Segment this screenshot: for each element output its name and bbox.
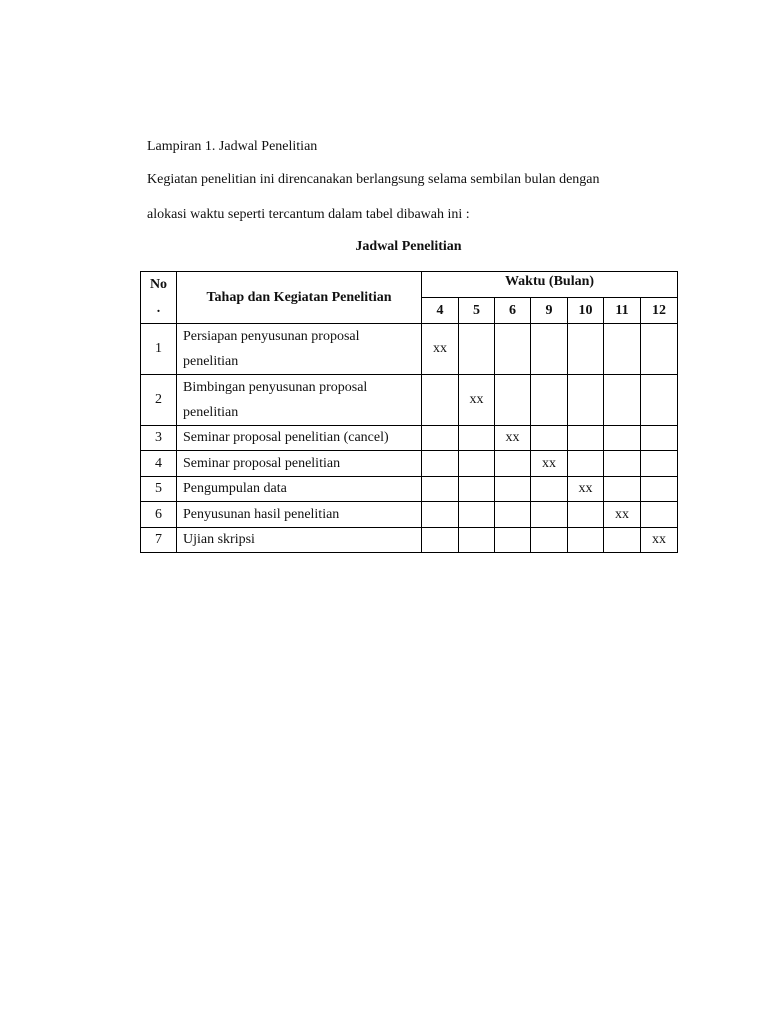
activity-line-1: Persiapan penyusunan proposal xyxy=(183,329,360,344)
schedule-cell xyxy=(568,426,604,451)
activity-line-1: Bimbingan penyusunan proposal xyxy=(183,380,368,395)
activity-cell xyxy=(177,375,422,426)
schedule-cell xyxy=(641,324,678,375)
table-row xyxy=(141,375,678,426)
activity-cell: Seminar proposal penelitian xyxy=(177,451,422,477)
schedule-cell: xx xyxy=(641,528,678,553)
row-number: 5 xyxy=(141,477,177,502)
schedule-cell xyxy=(422,528,459,553)
number-column-header xyxy=(141,272,177,324)
schedule-cell xyxy=(495,375,531,426)
table-row xyxy=(141,324,678,375)
month-header: 6 xyxy=(495,298,531,324)
intro-paragraph-line-2: alokasi waktu seperti tercantum dalam tabel dibawah ini : xyxy=(147,207,470,222)
schedule-cell xyxy=(568,324,604,375)
month-header: 11 xyxy=(604,298,641,324)
row-number: 6 xyxy=(141,502,177,528)
schedule-cell xyxy=(422,477,459,502)
month-header: 10 xyxy=(568,298,604,324)
activity-line-2: penelitian xyxy=(183,354,239,369)
row-number: 3 xyxy=(141,426,177,451)
schedule-cell xyxy=(459,528,495,553)
activity-cell: Pengumpulan data xyxy=(177,477,422,502)
schedule-cell xyxy=(495,528,531,553)
schedule-cell xyxy=(604,375,641,426)
schedule-cell xyxy=(641,375,678,426)
schedule-cell xyxy=(641,426,678,451)
intro-paragraph-line-1: Kegiatan penelitian ini direncanakan berlangsung selama sembilan bulan dengan xyxy=(147,172,600,187)
schedule-cell xyxy=(531,426,568,451)
table-row xyxy=(141,528,678,553)
number-header-line-1: No xyxy=(149,277,168,292)
schedule-cell xyxy=(568,375,604,426)
schedule-cell xyxy=(459,451,495,477)
schedule-cell xyxy=(531,324,568,375)
schedule-cell xyxy=(422,375,459,426)
schedule-cell xyxy=(641,477,678,502)
schedule-cell: xx xyxy=(495,426,531,451)
month-header: 5 xyxy=(459,298,495,324)
schedule-cell: xx xyxy=(531,451,568,477)
schedule-cell xyxy=(459,324,495,375)
schedule-cell xyxy=(422,451,459,477)
schedule-cell: xx xyxy=(422,324,459,375)
schedule-cell xyxy=(531,502,568,528)
schedule-cell xyxy=(604,426,641,451)
month-header: 12 xyxy=(641,298,678,324)
schedule-cell: xx xyxy=(604,502,641,528)
schedule-cell xyxy=(531,528,568,553)
schedule-cell xyxy=(495,477,531,502)
table-row xyxy=(141,502,678,528)
activity-line-2: penelitian xyxy=(183,405,239,420)
table-title: Jadwal Penelitian xyxy=(355,239,462,254)
activity-column-header: Tahap dan Kegiatan Penelitian xyxy=(177,272,422,324)
activity-cell xyxy=(177,324,422,375)
schedule-cell xyxy=(495,451,531,477)
schedule-cell xyxy=(459,477,495,502)
schedule-cell xyxy=(641,451,678,477)
time-group-header: Waktu (Bulan) xyxy=(422,272,678,298)
row-number: 2 xyxy=(141,375,177,426)
schedule-cell xyxy=(531,477,568,502)
schedule-cell: xx xyxy=(568,477,604,502)
activity-cell: Ujian skripsi xyxy=(177,528,422,553)
schedule-cell xyxy=(568,528,604,553)
month-header: 9 xyxy=(531,298,568,324)
schedule-cell xyxy=(531,375,568,426)
schedule-cell xyxy=(459,426,495,451)
schedule-cell xyxy=(495,324,531,375)
activity-cell: Penyusunan hasil penelitian xyxy=(177,502,422,528)
schedule-cell xyxy=(641,502,678,528)
schedule-cell xyxy=(604,324,641,375)
row-number: 7 xyxy=(141,528,177,553)
schedule-cell xyxy=(495,502,531,528)
schedule-cell xyxy=(604,477,641,502)
schedule-cell: xx xyxy=(459,375,495,426)
table-row xyxy=(141,426,678,451)
schedule-cell xyxy=(422,426,459,451)
schedule-table xyxy=(140,271,678,553)
appendix-heading: Lampiran 1. Jadwal Penelitian xyxy=(147,139,318,154)
number-header-line-2: . xyxy=(156,301,161,316)
row-number: 4 xyxy=(141,451,177,477)
schedule-cell xyxy=(568,502,604,528)
schedule-cell xyxy=(568,451,604,477)
schedule-cell xyxy=(604,528,641,553)
schedule-cell xyxy=(459,502,495,528)
activity-cell: Seminar proposal penelitian (cancel) xyxy=(177,426,422,451)
row-number: 1 xyxy=(141,324,177,375)
schedule-cell xyxy=(604,451,641,477)
schedule-cell xyxy=(422,502,459,528)
month-header: 4 xyxy=(422,298,459,324)
table-row xyxy=(141,451,678,477)
table-row xyxy=(141,477,678,502)
